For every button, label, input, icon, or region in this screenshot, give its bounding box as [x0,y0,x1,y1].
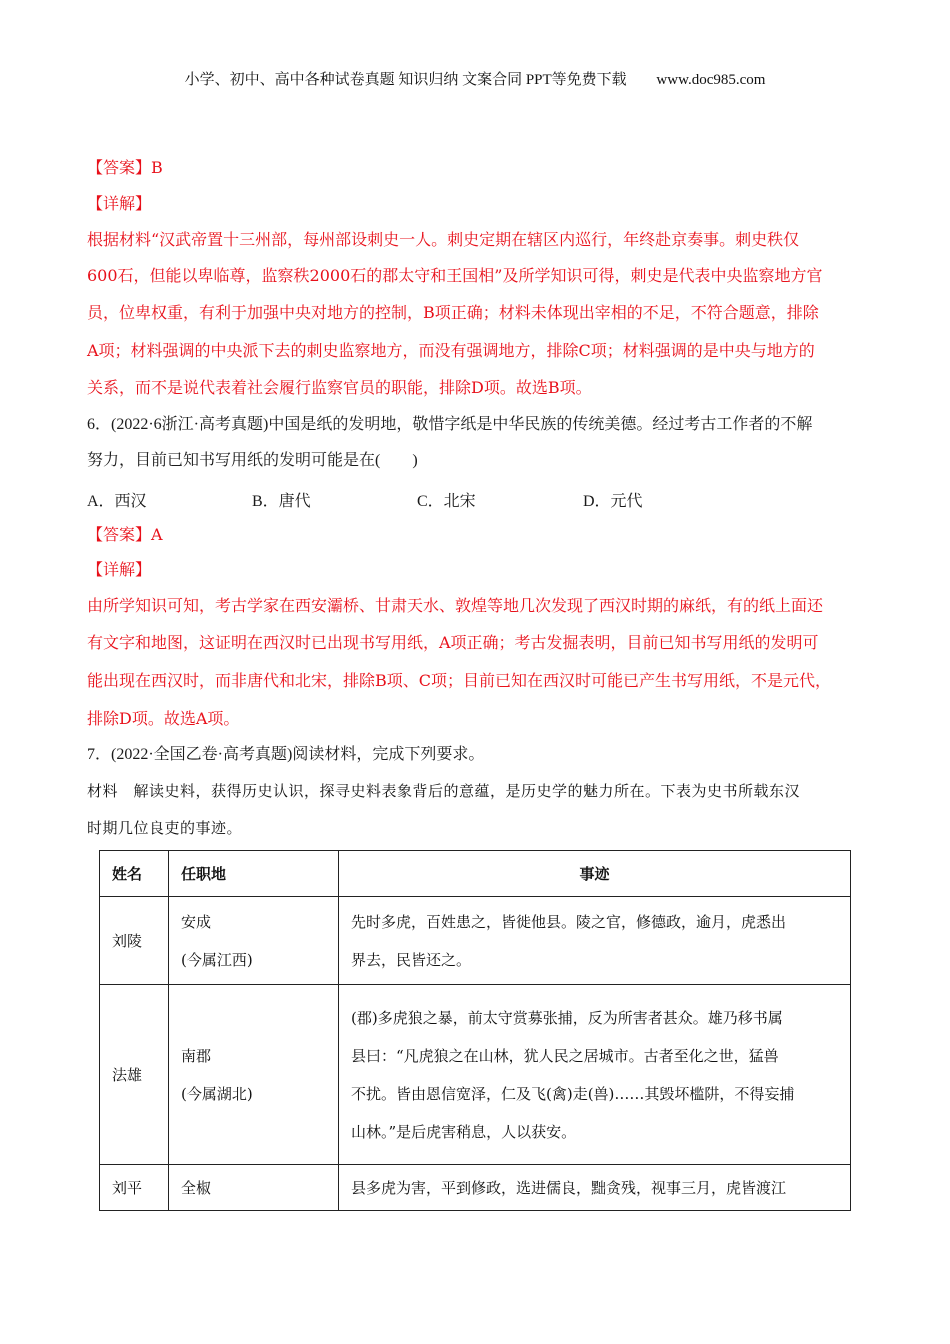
table-row [100,1165,851,1211]
q6-explanation-line: 能出现在西汉时，而非唐代和北宋，排除B项、C项；目前已知在西汉时可能已产生书写用纸，不是元代， [87,671,832,690]
q7-material-line: 时期几位良吏的事迹。 [87,819,243,837]
q5-answer-value: B [151,158,163,177]
q6-stem-line: 6．(2022·6浙江·高考真题)中国是纸的发明地，敬惜字纸是中华民族的传统美德。经过考古工作者的不解 [87,416,813,433]
deed-line: (郡)多虎狼之暴，前太守赏募张捕，反为所害者甚众。雄乃移书属 [351,1008,783,1027]
deed-line: 先时多虎，百姓患之，皆徙他县。陵之官，修德政，逾月，虎悉出 [351,912,787,931]
table-header-row [100,851,851,897]
header-name: 姓名 [100,851,169,897]
header-banner: 小学、初中、高中各种试卷真题 知识归纳 文案合同 PPT等免费下载 [184,72,627,88]
place-name: 安成 [181,912,212,931]
q6-answer-tag: 【答案】 [87,525,152,544]
q6-explanation-line: 排除D项。故选A项。 [87,709,240,728]
table-row [100,897,851,985]
q6-stem-line: 努力，目前已知书写用纸的发明可能是在( ) [87,452,418,469]
table-row [100,985,851,1165]
q5-detail-tag: 【详解】 [87,194,152,213]
q6-option-d[interactable]: D．元代 [583,493,643,510]
page-header [0,68,950,89]
q5-explanation-line: 600石，但能以卑临尊，监察秩2000石的郡太守和王国相”及所学知识可得，刺史是代表中央监察地方官 [87,266,823,285]
cell-name: 法雄 [100,985,169,1165]
cell-name: 刘陵 [100,897,169,985]
place-note: (今属江西) [181,950,253,969]
cell-place: 全椒 [169,1165,339,1211]
header-place: 任职地 [169,851,339,897]
cell-name: 刘平 [100,1165,169,1211]
place-name: 南郡 [181,1046,212,1065]
q5-explanation-line: 根据材料“汉武帝置十三州部，每州部设刺史一人。刺史定期在辖区内巡行，年终赴京奏事。刺史秩仅 [87,230,800,249]
q6-option-b[interactable]: B．唐代 [252,493,311,510]
q6-option-a[interactable]: A．西汉 [87,493,147,510]
header-deeds: 事迹 [339,851,851,897]
deed-line: 界去，民皆还之。 [351,950,472,969]
cell-place [169,985,339,1165]
q5-answer-tag: 【答案】 [87,158,152,177]
place-note: (今属湖北) [181,1084,253,1103]
q6-answer [87,525,163,545]
q6-answer-value: A [151,525,163,544]
officials-table [99,850,851,1211]
q7-stem: 7．(2022·全国乙卷·高考真题)阅读材料，完成下列要求。 [87,746,485,763]
deed-line: 不扰。皆由恩信宽泽，仁及飞(禽)走(兽)……其毁坏槛阱，不得妄捕 [351,1084,795,1103]
cell-place [169,897,339,985]
cell-deeds [339,897,851,985]
q6-detail-tag: 【详解】 [87,560,152,579]
q7-material-line: 材料 解读史料，获得历史认识，探寻史料表象背后的意蕴，是历史学的魅力所在。下表为史书所载东汉 [87,782,801,800]
q5-explanation-line: 员，位卑权重，有利于加强中央对地方的控制，B项正确；材料未体现出宰相的不足，不符合题意，排除 [87,303,819,322]
deed-line: 县曰：“凡虎狼之在山林，犹人民之居城市。古者至化之世，猛兽 [351,1046,779,1065]
cell-deeds: 县多虎为害，平到修政，选进儒良，黜贪残，视事三月，虎皆渡江 [339,1165,851,1211]
q5-answer [87,158,163,178]
header-site-link[interactable]: www.doc985.com [656,72,766,88]
q5-explanation-line: A项；材料强调的中央派下去的刺史监察地方，而没有强调地方，排除C项；材料强调的是中央与地方的 [87,341,815,360]
q5-explanation-line: 关系，而不是说代表着社会履行监察官员的职能，排除D项。故选B项。 [87,378,592,397]
q6-option-c[interactable]: C．北宋 [417,493,476,510]
deed-line: 山林。”是后虎害稍息，人以获安。 [351,1122,577,1141]
q6-explanation-line: 由所学知识可知，考古学家在西安灞桥、甘肃天水、敦煌等地几次发现了西汉时期的麻纸，有的纸上面还 [87,596,824,615]
q6-explanation-line: 有文字和地图，这证明在西汉时已出现书写用纸，A项正确；考古发掘表明，目前已知书写用纸的发明可 [87,633,819,652]
cell-deeds [339,985,851,1165]
